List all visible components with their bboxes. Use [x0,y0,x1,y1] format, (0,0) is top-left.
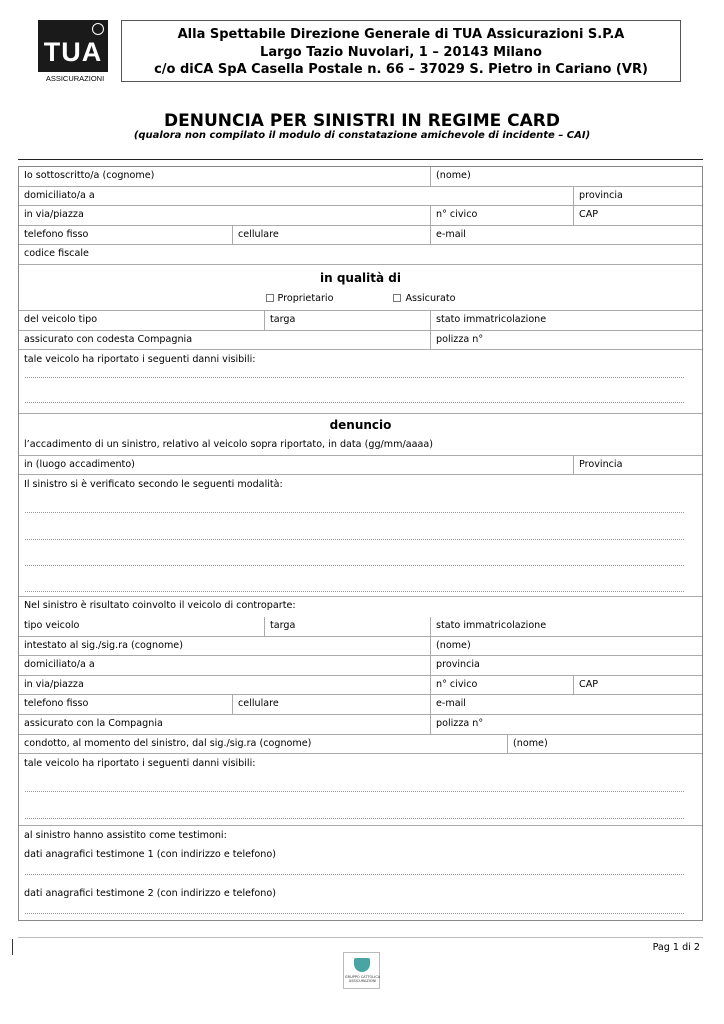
damages-block-1[interactable] [19,350,702,414]
dotted-line [25,565,684,566]
witness-2-label: dati anagrafici testimone 2 (con indirizzo e telefono) [24,888,276,900]
form-row-place [19,456,702,476]
form-row-driver [19,735,702,755]
civic-number-field[interactable]: n° civico [431,206,574,225]
checkbox-icon [393,294,401,302]
section-heading-denuncio: denuncio [329,418,392,433]
shield-icon [354,958,370,972]
checkbox-proprietario[interactable] [266,293,334,310]
accident-province-field[interactable]: Provincia [579,458,623,470]
form-row-counterpart-heading [19,597,702,617]
form-row-insurance [19,331,702,351]
form-row-vehicle [19,311,702,331]
margin-mark [12,939,13,955]
damages-block-2[interactable] [19,754,702,826]
tua-logo [38,20,108,84]
damages-label-1: tale veicolo ha riportato i seguenti danni visibili: [24,354,256,366]
section-heading-qualita: in qualità di [319,270,401,285]
dotted-line [25,512,684,513]
logo-subtitle: ASSICURAZIONI [45,74,105,83]
name-field[interactable]: (nome) [436,170,471,181]
form-row-surname [19,167,702,187]
form-row-tax-code [19,245,702,265]
witnesses-label: al sinistro hanno assistito come testimoni: [24,830,227,842]
address-line-2: Largo Tazio Nuvolari, 1 – 20143 Milano [260,44,542,60]
cp-plate-field[interactable]: targa [265,617,431,636]
dotted-line [25,591,684,592]
cp-registration-state-field[interactable]: stato immatricolazione [436,619,547,631]
form-row-contacts [19,226,702,246]
cattolica-logo [343,952,380,989]
address-line-1: Alla Spettabile Direzione Generale di TUA Assicurazioni S.P.A [177,27,625,42]
dotted-line [25,818,684,819]
province-field[interactable]: provincia [579,189,623,201]
form-row-cp-owner [19,637,702,657]
cp-policy-number-field[interactable]: polizza n° [436,717,484,729]
role-checkboxes [19,291,702,311]
form-row-cp-insurance [19,715,702,735]
dotted-line [25,402,684,403]
form-row-address [19,206,702,226]
cp-street-field[interactable]: in via/piazza [19,676,431,695]
witness-1-label: dati anagrafici testimone 1 (con indirizzo e telefono) [24,849,276,861]
form-row-cp-address [19,676,702,696]
form-row-counterpart-vehicle [19,617,702,637]
mobile-field[interactable]: cellulare [233,226,431,245]
dotted-line [25,913,684,914]
cp-vehicle-type-field[interactable]: tipo veicolo [19,617,265,636]
address-line-3: c/o diCA SpA Casella Postale n. 66 – 37029 S. Pietro in Cariano (VR) [154,62,648,77]
cap-field[interactable]: CAP [579,209,599,221]
landline-field[interactable]: telefono fisso [19,226,233,245]
counterpart-intro: Nel sinistro è risultato coinvolto il veicolo di controparte: [24,600,296,612]
domicile-field[interactable]: domiciliato/a a [19,187,574,206]
footer-divider [18,937,703,938]
cp-owner-surname-field[interactable]: intestato al sig./sig.ra (cognome) [19,637,431,656]
cp-company-field[interactable]: assicurato con la Compagnia [19,715,431,734]
claim-form [18,166,703,921]
divider [18,159,703,160]
cp-domicile-field[interactable]: domiciliato/a a [19,656,431,675]
dotted-line [25,874,684,875]
checkbox-assicurato-label: Assicurato [405,292,456,304]
page-number: Pag 1 di 2 [652,942,700,953]
cp-owner-name-field[interactable]: (nome) [436,639,471,651]
driver-name-field[interactable]: (nome) [513,737,548,749]
tax-code-field[interactable]: codice fiscale [24,248,89,260]
checkbox-icon [266,294,274,302]
witnesses-block[interactable] [19,826,702,920]
page-subtitle: (qualora non compilato il modulo di constatazione amichevole di incidente – CAI) [133,130,591,141]
modalities-block[interactable] [19,475,702,597]
dotted-line [25,791,684,792]
cp-cap-field[interactable]: CAP [579,678,599,690]
logo-caption: GRUPPO CATTOLICA ASSICURAZIONI [344,975,381,983]
logo-text: TUA [43,37,103,67]
accident-place-field[interactable]: in (luogo accadimento) [19,456,574,475]
surname-field[interactable]: Io sottoscritto/a (cognome) [19,167,431,186]
plate-field[interactable]: targa [265,311,431,330]
vehicle-type-field[interactable]: del veicolo tipo [19,311,265,330]
address-box [121,20,681,82]
cp-mobile-field[interactable]: cellulare [233,695,431,714]
logo-emblem-icon [92,23,104,35]
cp-civic-number-field[interactable]: n° civico [431,676,574,695]
driver-surname-field[interactable]: condotto, al momento del sinistro, dal sig./sig.ra (cognome) [19,735,508,754]
dotted-line [25,539,684,540]
street-field[interactable]: in via/piazza [19,206,431,225]
form-row-cp-domicile [19,656,702,676]
form-row-cp-contacts [19,695,702,715]
accident-date-field[interactable]: l’accadimento di un sinistro, relativo al veicolo sopra riportato, in data (gg/mm/aaaa) [24,439,433,451]
cp-email-field[interactable]: e-mail [436,698,466,710]
dotted-line [25,377,684,378]
form-row-domicile [19,187,702,207]
checkbox-assicurato[interactable] [393,293,455,310]
logo-block [38,20,108,72]
checkbox-proprietario-label: Proprietario [277,292,334,304]
cp-province-field[interactable]: provincia [436,659,480,671]
modalities-label: Il sinistro si è verificato secondo le seguenti modalità: [24,479,283,491]
page-title: DENUNCIA PER SINISTRI IN REGIME CARD [164,111,560,131]
registration-state-field[interactable]: stato immatricolazione [436,313,547,325]
email-field[interactable]: e-mail [436,228,466,240]
damages-label-2: tale veicolo ha riportato i seguenti danni visibili: [24,758,256,770]
cp-landline-field[interactable]: telefono fisso [19,695,233,714]
form-row-date [19,436,702,456]
insured-company-field[interactable]: assicurato con codesta Compagnia [19,331,431,350]
policy-number-field[interactable]: polizza n° [436,333,484,345]
